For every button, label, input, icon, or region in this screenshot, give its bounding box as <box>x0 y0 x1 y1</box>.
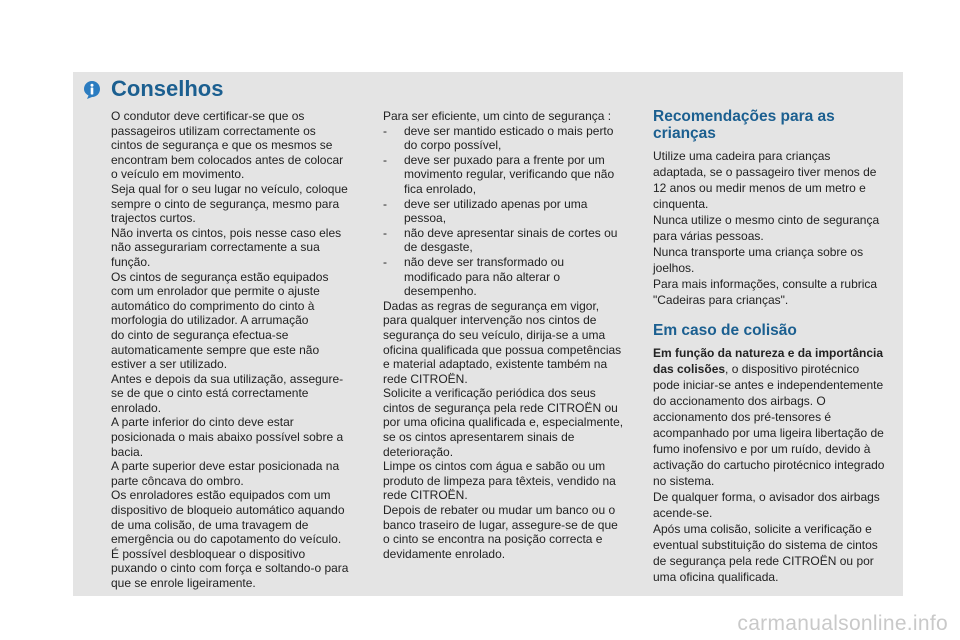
list-item-line: não deve apresentar sinais de cortes ou <box>404 225 618 240</box>
text-line: produto de limpeza para têxteis, vendido na <box>383 473 616 488</box>
list-item-line: deve ser puxado para a frente por um <box>404 152 605 167</box>
text-line: Depois de rebater ou mudar um banco ou o <box>383 503 616 518</box>
text-line: posicionada o mais abaixo possível sobre a <box>111 430 344 445</box>
text-line: A parte superior deve estar posicionada na <box>111 459 340 474</box>
text-line: no sistema. <box>653 474 715 488</box>
list-item <box>383 197 633 226</box>
text-line: "Cadeiras para crianças". <box>653 293 789 307</box>
maintenance-text <box>383 299 633 562</box>
text-line: se de que o cinto está correctamente <box>111 386 309 401</box>
text-line: morfologia do utilizador. A arrumação <box>111 313 309 328</box>
text-line: com um enrolador que permite o ajuste <box>111 284 320 299</box>
text-line: devidamente enrolado. <box>383 546 506 561</box>
text-line: Dadas as regras de segurança em vigor, <box>383 298 600 313</box>
text-line: Os enroladores estão equipados com um <box>111 488 331 503</box>
text-line: o veículo em movimento. <box>111 167 245 182</box>
list-item-line: do corpo possível, <box>404 138 502 153</box>
text-line: Seja qual for o seu lugar no veículo, coloque <box>111 181 348 196</box>
text-line: se os cintos apresentarem sinais de <box>383 430 575 445</box>
text-line: dispositivo de bloqueio automático aquando <box>111 503 345 518</box>
text-line: acompanhado por uma ligeira libertação de <box>653 426 884 440</box>
list-item-line: desempenho. <box>404 284 477 299</box>
list-item-line: deve ser mantido esticado o mais perto <box>404 123 614 138</box>
text-line: parte côncava do ombro. <box>111 473 244 488</box>
text-line: de segurança pela rede CITROËN ou por <box>653 554 874 568</box>
text-line: Antes e depois da sua utilização, assegure- <box>111 371 344 386</box>
advice-column-3 <box>653 108 897 585</box>
text-line: o cinto se encontra na posição correcta e <box>383 532 603 547</box>
text-line: De qualquer forma, o avisador dos airbags <box>653 490 880 504</box>
text-line: Os cintos de segurança estão equipados <box>111 269 329 284</box>
children-recommendations-title: Recomendações para as crianças <box>653 108 835 142</box>
text-line: de uma colisão, de uma travagem de <box>111 517 309 532</box>
text-line: emergência ou do capotamento do veículo. <box>111 532 342 547</box>
list-item-line: deve ser utilizado apenas por uma <box>404 196 588 211</box>
text-line: acende-se. <box>653 506 713 520</box>
text-line: É possível desbloquear o dispositivo <box>111 546 306 561</box>
text-line: cintos de segurança pela rede CITROËN ou <box>383 400 618 415</box>
text-line: função. <box>111 254 151 269</box>
children-recommendations-text <box>653 148 897 308</box>
text-line: e material adaptado, existente também na <box>383 357 608 372</box>
text-line: rede CITROËN. <box>383 488 468 503</box>
info-icon <box>82 80 102 100</box>
dash-bullet: - <box>383 225 387 240</box>
efficiency-intro: Para ser eficiente, um cinto de segurança : <box>383 109 612 123</box>
section-title: Conselhos <box>111 76 224 101</box>
text-line: Nunca transporte uma criança sobre os <box>653 245 864 259</box>
text-line: trajectos curtos. <box>111 211 196 226</box>
text-line: cintos de segurança e que os mesmos se <box>111 138 333 153</box>
list-item-line: fica enrolado, <box>404 181 477 196</box>
text-line: do accionamento dos airbags. O <box>653 394 826 408</box>
list-item-line: movimento regular, verificando que não <box>404 167 615 182</box>
text-line: segurança do seu veículo, dirija-se a uma <box>383 327 606 342</box>
text-line: Limpe os cintos com água e sabão ou um <box>383 459 606 474</box>
dash-bullet: - <box>383 152 387 167</box>
dash-bullet: - <box>383 123 387 138</box>
text-line: accionamento dos pré-tensores é <box>653 410 832 424</box>
text-line: estiver a ser utilizado. <box>111 357 228 372</box>
text-line: sempre o cinto de segurança, mesmo para <box>111 196 340 211</box>
text-line: fumo inofensivo e por um ruído, devido à <box>653 442 871 456</box>
text-line: Após uma colisão, solicite a verificação e <box>653 522 872 536</box>
list-item <box>383 255 633 299</box>
text-line: bacia. <box>111 444 144 459</box>
list-item-line: modificado para não alterar o <box>404 269 561 284</box>
text-line: encontram bem colocados antes de colocar <box>111 152 344 167</box>
text-line: automático do comprimento do cinto à <box>111 298 315 313</box>
text-line: deterioração. <box>383 444 454 459</box>
text-line: Nunca utilize o mesmo cinto de segurança <box>653 213 880 227</box>
text-line: adaptada, se o passageiro tiver menos de <box>653 165 877 179</box>
text-line: 12 anos ou medir menos de um metro e <box>653 181 866 195</box>
text-line: para qualquer intervenção nos cintos de <box>383 313 597 328</box>
text-line: enrolado. <box>111 400 162 415</box>
text-line: banco traseiro de lugar, assegure-se de que <box>383 517 618 532</box>
text-line: Para mais informações, consulte a rubrica <box>653 277 878 291</box>
list-item-line: de desgaste, <box>404 240 473 255</box>
collision-text: Em função da natureza e da importância das colisões, o dispositivo pirotécnico pode iniciar-se antes e independentemente do accionamento dos airbags. O accionamento dos pré-tensores é acompanhado por uma ligeira libertação de fumo inofensivo e por um ruído, devido à activação do cartucho pirotécnico integrado no sistema. De qualquer forma, o avisador dos airbags acende-se. Após uma colisão, solicite a verificação e eventual substituição do sistema de cintos de segurança pela rede CITROËN ou por uma oficina qualificada. <box>653 345 897 585</box>
text-line: uma oficina qualificada. <box>653 570 779 584</box>
requirements-list <box>383 124 633 299</box>
text-line: passageiros utilizam correctamente os <box>111 123 316 138</box>
text-line: oficina qualificada que possua competências <box>383 342 622 357</box>
text-line: O condutor deve certificar-se que os <box>111 109 305 123</box>
text-line: não assegurariam correctamente a sua <box>111 240 320 255</box>
list-item <box>383 153 633 197</box>
text-line: por uma oficina qualificada e, especialmente, <box>383 415 624 430</box>
text-line: automaticamente sempre que este não <box>111 342 320 357</box>
collision-title: Em caso de colisão <box>653 322 797 339</box>
text-line: que se enrole ligeiramente. <box>111 576 256 590</box>
advice-column-1 <box>111 109 356 591</box>
text-line: joelhos. <box>653 261 695 275</box>
text-line: para várias pessoas. <box>653 229 764 243</box>
dash-bullet: - <box>383 254 387 269</box>
text-line: puxando o cinto com força e soltando-o para <box>111 561 349 576</box>
text-line: Solicite a verificação periódica dos seus <box>383 386 596 401</box>
dash-bullet: - <box>383 196 387 211</box>
advice-column-2 <box>383 109 633 561</box>
text-line: pode iniciar-se antes e independentemente <box>653 378 884 392</box>
text-line: Não inverta os cintos, pois nesse caso eles <box>111 225 342 240</box>
text-line: eventual substituição do sistema de cintos <box>653 538 878 552</box>
text-line: A parte inferior do cinto deve estar <box>111 415 294 430</box>
text-line: do cinto de segurança efectua-se <box>111 327 289 342</box>
text-line: Utilize uma cadeira para crianças <box>653 149 831 163</box>
list-item-line: pessoa, <box>404 211 447 226</box>
list-item <box>383 226 633 255</box>
list-item <box>383 124 633 153</box>
text-line: rede CITROËN. <box>383 371 468 386</box>
watermark: carmanualsonline.info <box>737 612 948 635</box>
text-line: activação do cartucho pirotécnico integrado <box>653 458 885 472</box>
list-item-line: não deve ser transformado ou <box>404 254 565 269</box>
text-line: cinquenta. <box>653 197 709 211</box>
